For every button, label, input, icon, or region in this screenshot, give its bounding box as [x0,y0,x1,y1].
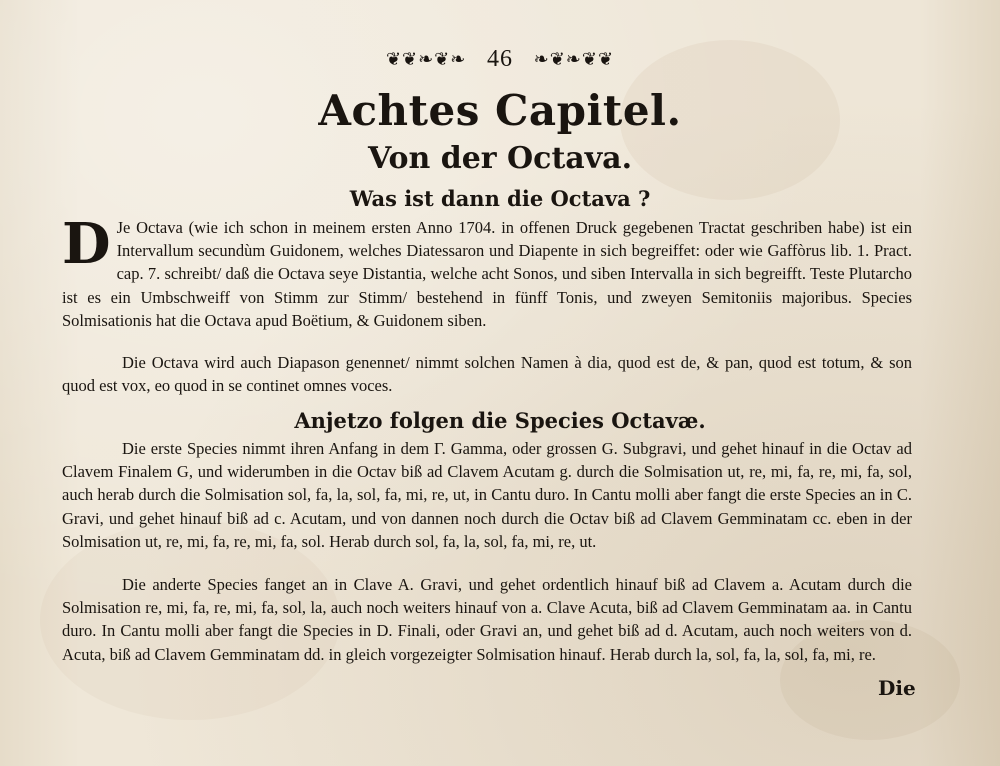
running-header [0,44,1000,73]
page-number: 46 [487,46,513,72]
paragraph-definition [62,211,912,332]
paragraph-first-species: Die erste Species nimmt ihren Anfang in dem Γ. Gamma, oder grossen G. Subgravi, und gehet hinauf in die Octav ad Clavem Finalem G, und widerumben in die Octav biß ad Clavem Acutam g. durch die Solmisation ut, re, mi, fa, re, mi, fa, sol, auch herab durch die Solmisation sol, fa, la, sol, fa, mi, re, ut, in Cantu duro. In Cantu molli aber fangt die erste Species an in C. Gravi, und gehet hinauf biß ad c. Acutam, und von dannen noch durch die Octav biß ad Clavem Gemminatam cc. eben in der Solmisation ut, re, mi, fa, re, mi, fa, sol. Herab durch sol, fa, la, sol, fa, mi, re, ut. [62,439,912,551]
chapter-subtitle: Von der Octava. [367,141,633,176]
chapter-title: Achtes Capitel. [318,86,682,135]
section-heading: Anjetzo folgen die Species Octavæ. [294,408,706,433]
paragraph-diapason: Die Octava wird auch Diapason genennet/ nimmt solchen Namen à dia, quod est de, & pan, quod est totum, & son quod est vox, eo quod in se continet omnes voces. [62,353,912,396]
drop-cap: D [62,211,111,277]
ornament-left-icon: ❦❦❧❦❧ [385,49,467,70]
ornament-right-icon: ❧❦❧❦❦ [533,49,615,70]
paragraph-second-species: Die anderte Species fanget an in Clave A. Gravi, und gehet ordentlich hinauf biß ad Clavem a. Acutam durch die Solmisation re, mi, fa, re, mi, fa, sol, la, auch noch weiters hinauf von a. Clave Acuta, biß ad Clavem Gemminatam aa. in Cantu duro. In Cantu molli aber fangt die Species in D. Finali, oder Gravi an, und gehet biß ad d. Acutam, auch noch weiters von d. Acuta, biß ad Clavem Gemminatam dd. in gleich vorgezeigter Solmisation hinauf. Herab durch la, sol, fa, la, sol, fa, mi, re. [62,575,912,664]
paragraph-text: Je Octava (wie ich schon in meinem ersten Anno 1704. in offenen Druck gegebenen Tractat geschriben habe) ist ein Intervallum secundùm Guidonem, welches Diatessaron und Diapente in sich begreiffet: oder wie Gaffòrus lib. 1. Pract. cap. 7. schreibt/ daß die Octava seye Distantia, welche acht Sonos, und siben Intervalla in sich begreifft. Teste Plutarcho ist es ein Umbschweiff von Stimm zur Stimm/ bestehend in fünff Tonis, und zweyen Semitoniis majoribus. Species Solmisationis hat die Octava apud Boëtium, & Guidonem siben. [62,218,912,330]
question-heading: Was ist dann die Octava ? [349,186,651,211]
catchword: Die [878,676,916,700]
